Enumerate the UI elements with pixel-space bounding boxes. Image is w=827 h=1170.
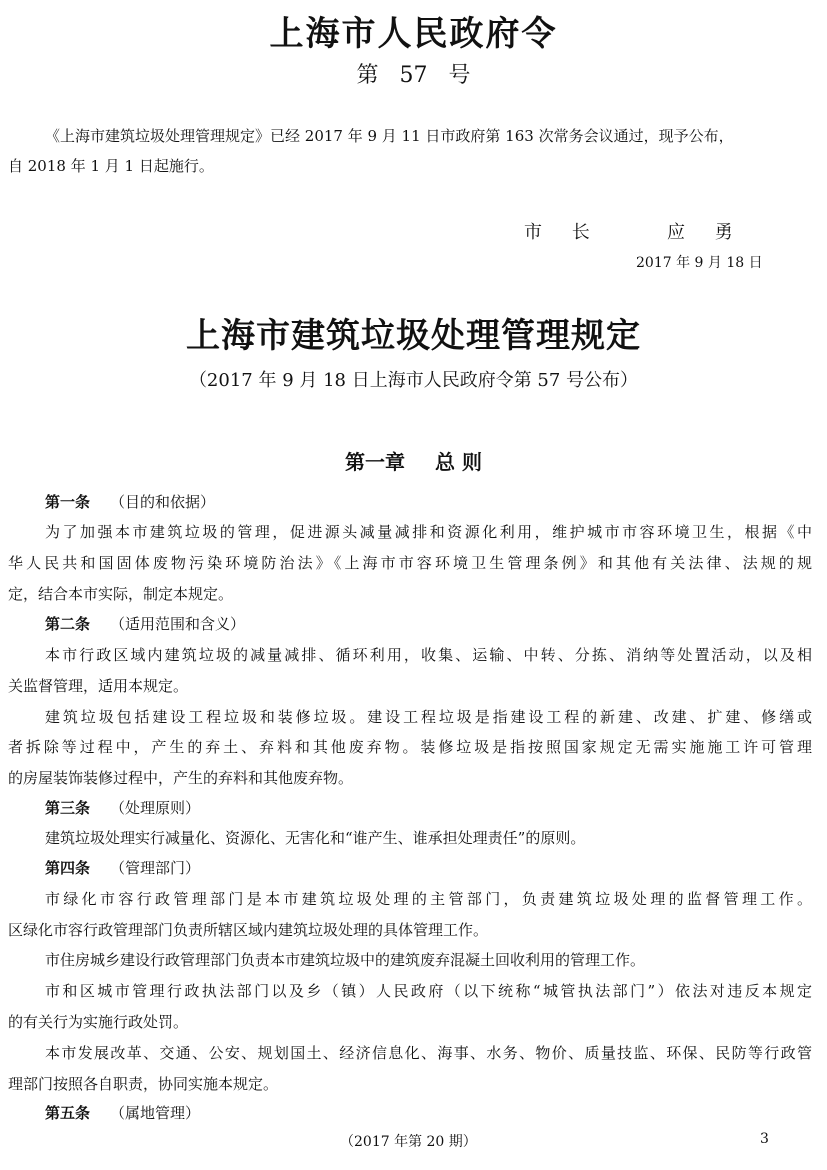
article-subject: （属地管理） bbox=[110, 1104, 201, 1122]
article-heading bbox=[45, 614, 245, 634]
article-subject: （适用范围和含义） bbox=[110, 615, 246, 633]
article-heading bbox=[45, 798, 200, 818]
chapter-heading bbox=[0, 446, 827, 475]
paragraph-line: 者拆除等过程中，产生的弃土、弃料和其他废弃物。装修垃圾是指按照国家规定无需实施施工许可管理 bbox=[8, 738, 812, 756]
paragraph-line: 建筑垃圾处理实行减量化、资源化、无害化和“谁产生、谁承担处理责任”的原则。 bbox=[45, 829, 586, 847]
signer-name: 应 勇 bbox=[667, 222, 745, 243]
article-heading bbox=[45, 1103, 200, 1123]
paragraph-line: 市和区城市管理行政执法部门以及乡（镇）人民政府（以下统称“城管执法部门”）依法对违反本规定 bbox=[45, 982, 812, 1000]
paragraph-line: 关监督管理，适用本规定。 bbox=[8, 677, 189, 695]
paragraph-line: 的房屋装饰装修过程中，产生的弃料和其他废弃物。 bbox=[8, 769, 354, 787]
footer-issue: （2017 年第 20 期） bbox=[340, 1134, 477, 1150]
article-heading bbox=[45, 492, 215, 512]
signer-title: 市 长 bbox=[524, 222, 602, 243]
article-subject: （目的和依据） bbox=[110, 493, 216, 511]
article-number: 第四条 bbox=[45, 859, 91, 877]
article-number: 第二条 bbox=[45, 615, 91, 633]
article-number: 第一条 bbox=[45, 493, 91, 511]
article-heading bbox=[45, 858, 200, 878]
paragraph-line: 的有关行为实施行政处罚。 bbox=[8, 1013, 189, 1031]
paragraph-line: 本市行政区域内建筑垃圾的减量减排、循环利用，收集、运输、中转、分拣、消纳等处置活动，以及相 bbox=[45, 646, 812, 664]
regulation-title: 上海市建筑垃圾处理管理规定 bbox=[186, 316, 641, 356]
regulation-subtitle: （2017 年 9 月 18 日上海市人民政府令第 57 号公布） bbox=[188, 370, 639, 391]
paragraph-line: 理部门按照各自职责，协同实施本规定。 bbox=[8, 1075, 279, 1093]
paragraph-line: 市住房城乡建设行政管理部门负责本市建筑垃圾中的建筑废弃混凝土回收利用的管理工作。 bbox=[45, 951, 646, 969]
order-body-line: 《上海市建筑垃圾处理管理规定》已经 2017 年 9 月 11 日市政府第 163 次常务会议通过，现予公布， bbox=[45, 127, 734, 145]
order-body-line: 自 2018 年 1 月 1 日起施行。 bbox=[8, 157, 214, 175]
chapter-number: 第一章 bbox=[345, 450, 406, 474]
paragraph-line: 区绿化市容行政管理部门负责所辖区域内建筑垃圾处理的具体管理工作。 bbox=[8, 921, 489, 939]
page-number: 3 bbox=[760, 1131, 769, 1147]
order-body-indent bbox=[45, 126, 734, 146]
paragraph-line: 定，结合本市实际，制定本规定。 bbox=[8, 585, 234, 603]
article-number: 第五条 bbox=[45, 1104, 91, 1122]
paragraph-line: 华人民共和国固体废物污染环境防治法》《上海市市容环境卫生管理条例》和其他有关法律、法规的规 bbox=[8, 554, 812, 572]
paragraph-line: 建筑垃圾包括建设工程垃圾和装修垃圾。建设工程垃圾是指建设工程的新建、改建、扩建、修缮或 bbox=[45, 708, 812, 726]
order-title: 上海市人民政府令 bbox=[269, 14, 558, 54]
paragraph-line: 市绿化市容行政管理部门是本市建筑垃圾处理的主管部门，负责建筑垃圾处理的监督管理工作。 bbox=[45, 890, 812, 908]
article-number: 第三条 bbox=[45, 799, 91, 817]
chapter-name: 总 则 bbox=[435, 450, 482, 474]
order-number: 第 57 号 bbox=[356, 63, 471, 88]
paragraph-line: 为了加强本市建筑垃圾的管理，促进源头减量减排和资源化利用，维护城市市容环境卫生，根据《中 bbox=[45, 523, 812, 541]
signing-date: 2017 年 9 月 18 日 bbox=[636, 255, 763, 271]
article-subject: （管理部门） bbox=[110, 859, 201, 877]
article-subject: （处理原则） bbox=[110, 799, 201, 817]
paragraph-line: 本市发展改革、交通、公安、规划国土、经济信息化、海事、水务、物价、质量技监、环保、民防等行政管 bbox=[45, 1044, 812, 1062]
